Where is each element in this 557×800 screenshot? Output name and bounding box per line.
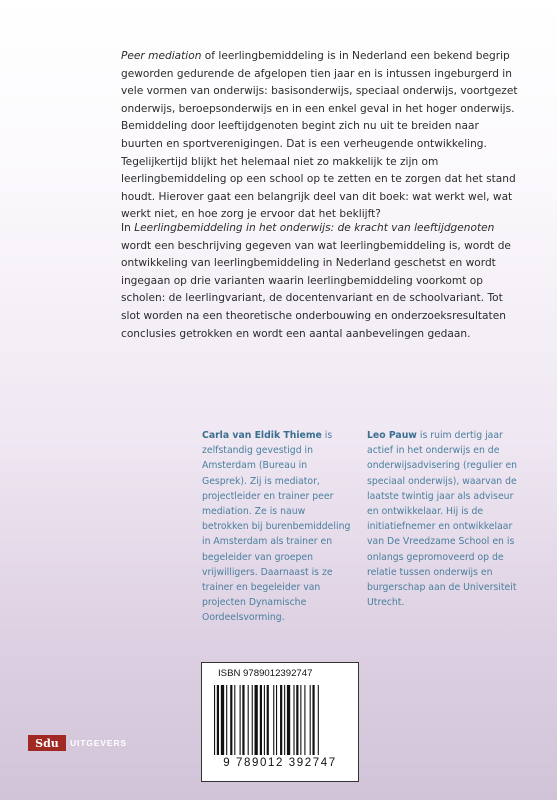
isbn-label: ISBN 9789012392747 <box>218 668 313 679</box>
intro-lead-italic: Peer mediation <box>121 50 202 62</box>
barcode-digits: 9 789012 392747 <box>223 757 337 769</box>
summary-pre: In <box>121 222 135 234</box>
author-bio-text: is zelfstandig gevestigd in Amsterdam (Bureau in Gesprek). Zij is mediator, projectleider en trainer peer mediation. Ze is nauw betrokken bij burenbemiddeling in Amsterdam als trainer en begeleider van groepen vrijwilligers. Daarnaast is ze trainer en begeleider van projecten Dynamische Oordeelsvorming. <box>202 430 351 624</box>
publisher-name: UITGEVERS <box>70 738 127 748</box>
intro-text: of leerlingbemiddeling is in Nederland een bekend begrip geworden gedurende de afgelopen tien jaar en is intussen ingeburgerd in vele vormen van onderwijs: basisonderwijs, speciaal onderwijs, voortgezet onderwijs, beroepsonderwijs en in een enkel geval in het hoger onderwijs. Bemiddeling door leeftijdgenoten begint zich nu uit te breiden naar buurten en sportverenigingen. Dat is een verheugende ontwikkeling. Tegelijkertijd blijkt het helemaal niet zo makkelijk te zijn om leerlingbemiddeling op een school op te zetten en te zorgen dat het stand houdt. Hierover gaat een belangrijk deel van dit boek: wat werkt wel, wat werkt niet, en hoe zorg je ervoor dat het beklijft? <box>121 50 518 221</box>
author-bio-text: is ruim dertig jaar actief in het onderwijs en de onderwijsadvisering (regulier en speciaal onderwijs), waarvan de laatste twintig jaar als adviseur en ontwikkelaar. Hij is de initiatiefnemer en ontwikkelaar van De Vreedzame School en is onlangs gepromoveerd op de relatie tussen onderwijs en burgerschap aan de Universiteit Utrecht. <box>367 430 518 609</box>
summary-text: wordt een beschrijving gegeven van wat leerlingbemiddeling is, wordt de ontwikkeling van leerlingbemiddeling in Nederland geschetst en wordt ingegaan op drie varianten waarin leerlingbemiddeling voorkomt op scholen: de leerlingvariant, de docentenvariant en de schoolvariant. Tot slot worden na een theoretische onderbouwing en onderzoeksresultaten conclusies getrokken en wordt een aantal aanbevelingen gedaan. <box>121 239 511 340</box>
publisher-logo <box>28 735 127 751</box>
author-name: Carla van Eldik Thieme <box>202 430 322 441</box>
intro-paragraph <box>121 48 521 224</box>
sdu-logo-mark: Sdu <box>28 735 66 751</box>
barcode-bars <box>212 685 348 757</box>
author-bio-leo <box>367 428 525 610</box>
barcode-box <box>201 662 359 782</box>
book-title-italic: Leerlingbemiddeling in het onderwijs: de kracht van leeftijdgenoten <box>134 222 495 234</box>
author-bio-carla <box>202 428 352 626</box>
summary-paragraph <box>121 220 521 343</box>
author-name: Leo Pauw <box>367 430 417 441</box>
